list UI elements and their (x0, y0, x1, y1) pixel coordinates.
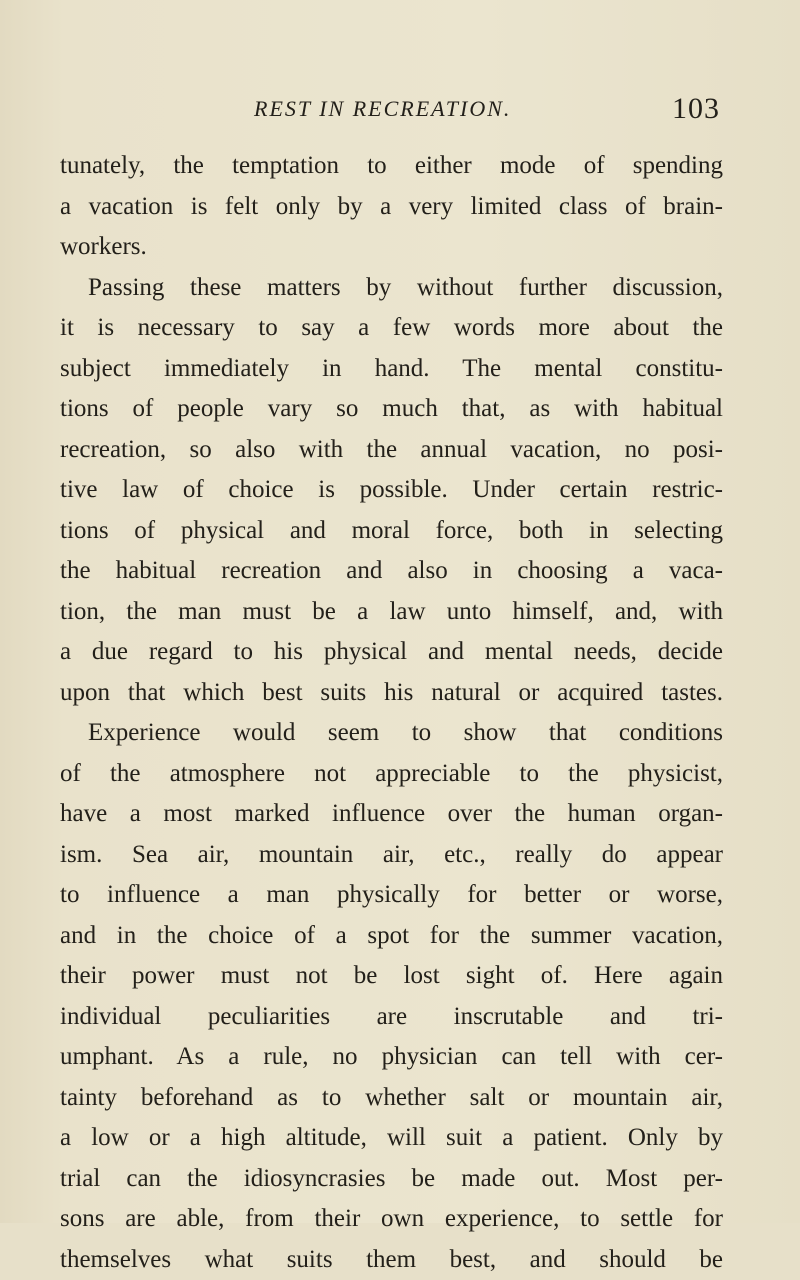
text-line: have a most marked influence over the human organ- (60, 794, 723, 835)
text-line: subject immediately in hand. The mental constitu- (60, 349, 723, 390)
text-line: tions of physical and moral force, both in selecting (60, 511, 723, 552)
text-line: workers. (60, 227, 723, 268)
page-number: 103 (672, 92, 720, 126)
text-line: tive law of choice is possible. Under certain restric- (60, 470, 723, 511)
body-text (60, 146, 723, 1280)
text-line: trial can the idiosyncrasies be made out. Most per- (60, 1159, 723, 1200)
text-line: ism. Sea air, mountain air, etc., really do appear (60, 835, 723, 876)
text-line: of the atmosphere not appreciable to the physicist, (60, 754, 723, 795)
text-line: recreation, so also with the annual vacation, no posi- (60, 430, 723, 471)
text-line: tunately, the temptation to either mode of spending (60, 146, 723, 187)
text-line: a due regard to his physical and mental needs, decide (60, 632, 723, 673)
text-line: individual peculiarities are inscrutable and tri- (60, 997, 723, 1038)
running-head (62, 92, 720, 132)
text-line: Passing these matters by without further discussion, (60, 268, 723, 309)
text-line: themselves what suits them best, and should be (60, 1240, 723, 1280)
text-line: and in the choice of a spot for the summer vacation, (60, 916, 723, 957)
text-line: tions of people vary so much that, as with habitual (60, 389, 723, 430)
text-line: upon that which best suits his natural or acquired tastes. (60, 673, 723, 714)
text-line: umphant. As a rule, no physician can tell with cer- (60, 1037, 723, 1078)
text-line: tion, the man must be a law unto himself, and, with (60, 592, 723, 633)
text-line: Experience would seem to show that conditions (60, 713, 723, 754)
text-line: a vacation is felt only by a very limited class of brain- (60, 187, 723, 228)
text-line: it is necessary to say a few words more about the (60, 308, 723, 349)
text-line: the habitual recreation and also in choosing a vaca- (60, 551, 723, 592)
text-line: a low or a high altitude, will suit a patient. Only by (60, 1118, 723, 1159)
text-line: sons are able, from their own experience, to settle for (60, 1199, 723, 1240)
running-title: REST IN RECREATION. (254, 96, 511, 122)
text-line: to influence a man physically for better or worse, (60, 875, 723, 916)
text-line: tainty beforehand as to whether salt or mountain air, (60, 1078, 723, 1119)
text-line: their power must not be lost sight of. Here again (60, 956, 723, 997)
